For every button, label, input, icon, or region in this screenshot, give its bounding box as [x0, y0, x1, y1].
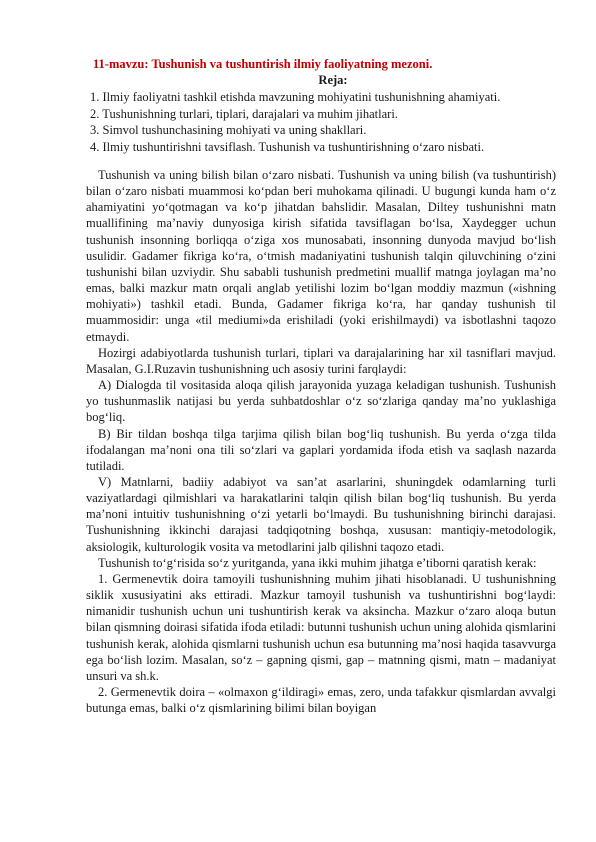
body-paragraph: V) Matnlarni, badiiy adabiyot va san’at asarlarini, shuningdek odamlarning turli vaziyatlardagi qilmishlari va harakatlarini talqin qilish bilan bog‘liq tushunish. Bu yerda ma’noni intuitiv tushunishning o‘zi yetarli bo‘lmaydi. Bu tushunishning birinchi darajasi. Tushunishning ikkinchi darajasi tadqiqotning boshqa, xususan: mantiqiy-metodologik, aksiologik, kulturologik vosita va metodlarini jalb qilishni taqozo etadi. — [86, 474, 556, 554]
plan-item: 4. Ilmiy tushuntirishni tavsiflash. Tushunish va tushuntirishning o‘zaro nisbati. — [90, 139, 485, 154]
body-paragraph: Hozirgi adabiyotlarda tushunish turlari, tiplari va darajalarining har xil tasniflari mavjud. Masalan, G.I.Ruzavin tushunishning uch asosiy turini farqlaydi: — [86, 345, 556, 376]
plan-item: 2. Tushunishning turlari, tiplari, darajalari va muhim jihatlari. — [90, 106, 398, 121]
body-paragraph: A) Dialogda til vositasida aloqa qilish jarayonida yuzaga keladigan tushunish. Tushunish yo tushunmaslik natijasi bu yerda suhbatdoshlar o‘z so‘zlariga qanday ma’no yuklashiga bog‘liq. — [86, 378, 556, 425]
plan-heading: Reja: — [318, 73, 348, 87]
plan-list — [90, 89, 560, 155]
plan-item: 1. Ilmiy faoliyatni tashkil etishda mavzuning mohiyatini tushunishning ahamiyati. — [90, 90, 501, 104]
body-paragraph: Tushunish va uning bilish bilan o‘zaro nisbati. Tushunish va uning bilish (va tushuntirish) bilan o‘zaro nisbati muammosi ko‘pdan beri muhokama qilinadi. U bugungi kunda ham o‘z ahamiyatini yo‘qotmagan va ko‘p jihatdan bahslidir. Masalan, Diltey tushunishni matn muallifining ma’naviy dunyosiga kirish sifatida tavsiflagan bo‘lsa, Xaydegger uchun tushunish insonning borliqqa o‘ziga xos munosabati, insonning dunyoda mavjud bo‘lish usulidir. Gadamer fikriga ko‘ra, o‘tmish madaniyatini tushunish talqin qiluvchining o‘zini tushunishi bilan uzviydir. Shu sababli tushunish predmetini muallif matnga joylagan ma’no emas, balki mazkur matn orqali anglab yetilishi lozim bo‘lgan moddiy mazmun («ishning mohiyati») tashkil etadi. Bunda, Gadamer fikriga ko‘ra, har qanday tushunish til muammosidir: unga «til mediumi»da erishiladi (yoki erishilmaydi) va isbotlashni taqozo etmaydi. — [86, 168, 556, 344]
body-paragraph: 1. Germenevtik doira tamoyili tushunishning muhim jihati hisoblanadi. U tushunishning siklik xususiyatini aks ettiradi. Mazkur tamoyil tushunish va tushuntirishni bog‘laydi: nimanidir tushunish uchun uni tushuntirish kerak va aksincha. Mazkur o‘zaro aloqa butun bilan qismning doirasi sifatida ifoda etiladi: butunni tushunish uchun uning alohida qismlarini tushunish kerak, alohida qismlarni tushunish uchun esa butunning ma’nosi haqida tasavvurga ega bo‘lish lozim. Masalan, so‘z – gapning qismi, gap – matnning qismi, matn – madaniyat unsuri va sh.k. — [86, 571, 556, 683]
document-title: 11-mavzu: Tushunish va tushuntirish ilmiy faoliyatning mezoni. — [93, 57, 433, 71]
body-text — [86, 167, 556, 716]
body-paragraph: 2. Germenevtik doira – «olmaxon g‘ildiragi» emas, zero, unda tafakkur qismlardan avvalgi butunga emas, balki o‘z qismlarining bilimi bilan boyigan — [86, 685, 556, 716]
body-paragraph: Tushunish to‘g‘risida so‘z yuritganda, yana ikki muhim jihatga e’tiborni qaratish kerak: — [98, 555, 537, 570]
plan-item: 3. Simvol tushunchasining mohiyati va uning shakllari. — [90, 123, 367, 138]
body-paragraph: B) Bir tildan boshqa tilga tarjima qilish bilan bog‘liq tushunish. Bu yerda o‘zga tilda ifodalangan ma’noni ona tili so‘zlari va gaplari yordamida ifoda etish va saqlash nazarda tutiladi. — [86, 426, 556, 473]
